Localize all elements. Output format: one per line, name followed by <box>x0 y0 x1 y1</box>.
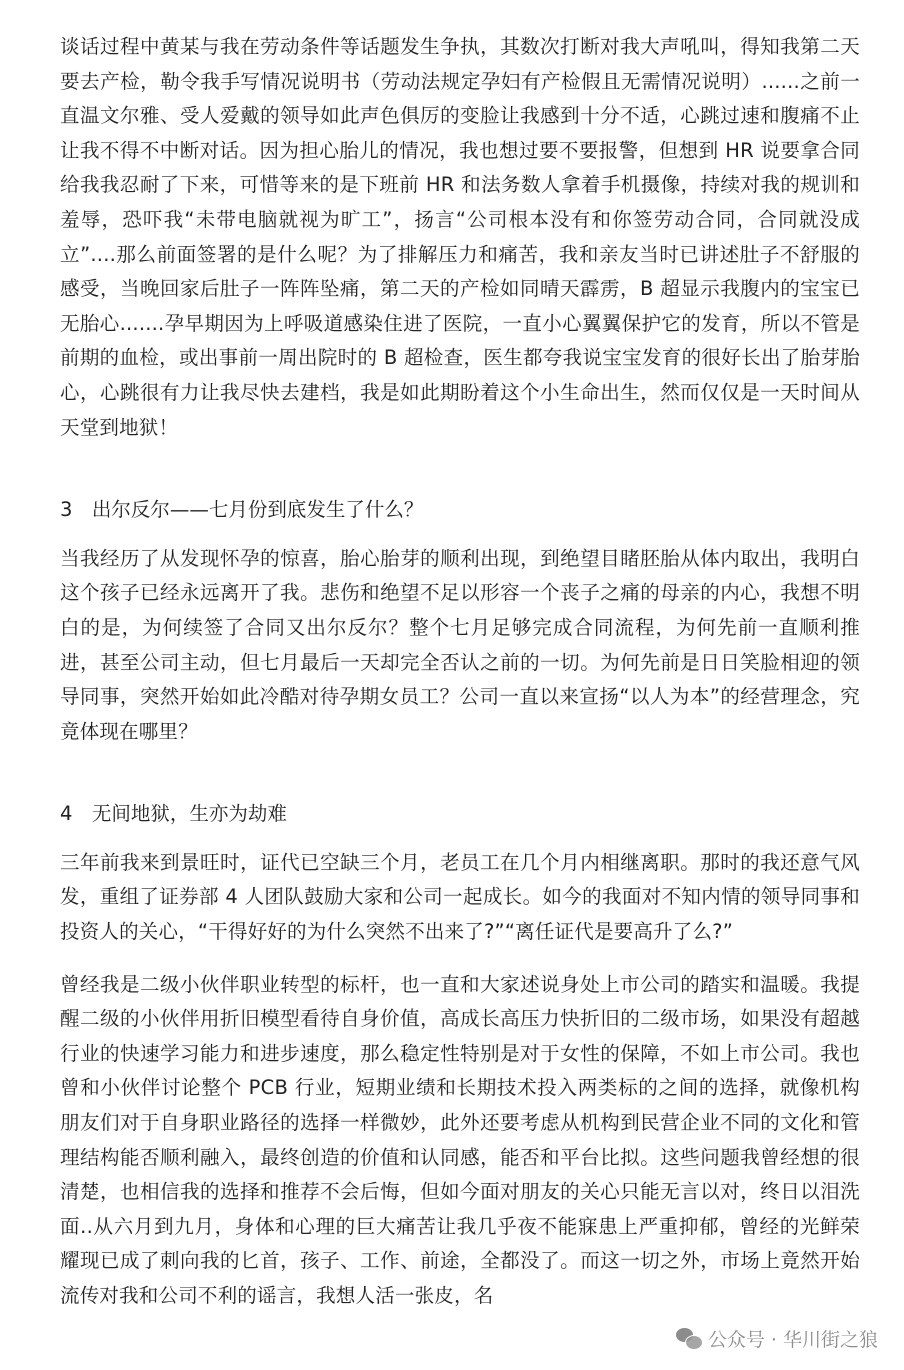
spacer <box>60 749 860 797</box>
paragraph-career-reflection: 曾经我是二级小伙伴职业转型的标杆，也一直和大家述说身处上市公司的踏实和温暖。我提醒二级的小伙伴用折旧模型看待自身价值，高成长高压力快折旧的二级市场，如果没有超越行业的快速学习能力和进步速度，那么稳定性特别是对于女性的保障，不如上市公司。我也曾和小伙伴讨论整个 PCB 行业，短期业绩和长期技术投入两类标的之间的选择，就像机构朋友们对于自身职业路径的选择一样微妙，此外还要考虑从机构到民营企业不同的文化和管理结构能否顺利融入，最终创造的价值和认同感，能否和平台比拟。这些问题我曾经想的很清楚，也相信我的选择和推荐不会后悔，但如今面对朋友的关心只能无言以对，终日以泪洗面..从六月到九月，身体和心理的巨大痛苦让我几乎夜不能寐患上严重抑郁，曾经的光鲜荣耀现已成了刺向我的匕首，孩子、工作、前途，全都没了。而这一切之外，市场上竟然开始流传对我和公司不利的谣言，我想人活一张皮，名 <box>60 972 860 1307</box>
paragraph-july-events: 当我经历了从发现怀孕的惊喜，胎心胎芽的顺利出现，到绝望目睹胚胎从体内取出，我明白这个孩子已经永远离开了我。悲伤和绝望不足以形容一个丧子之痛的母亲的内心，我想不明白的是，为何续签了合同又出尔反尔？整个七月足够完成合同流程，为何先前一直顺利推进，甚至公司主动，但七月最后一天却完全否认之前的一切。为何先前是日日笑脸相迎的领导同事，突然开始如此冷酷对待孕期女员工？公司一直以来宣扬“以人为本”的经营理念，究竟体现在哪里？ <box>60 546 860 743</box>
paragraph-conversation-dispute: 谈话过程中黄某与我在劳动条件等话题发生争执，其数次打断对我大声吼叫，得知我第二天要去产检，勒令我手写情况说明书（劳动法规定孕妇有产检假且无需情况说明）......之前一直温文尔雅、受人爱戴的领导如此声色俱厉的变脸让我感到十分不适，心跳过速和腹痛不止让我不得不中断对话。因为担心胎儿的情况，我也想过要不要报警，但想到 HR 说要拿合同给我我忍耐了下来，可惜等来的是下班前 HR 和法务数人拿着手机摄像，持续对我的规训和羞辱，恐吓我“未带电脑就视为旷工”，扬言“公司根本没有和你签劳动合同，合同就没成立”....那么前面签署的是什么呢？为了排解压力和痛苦，我和亲友当时已讲述肚子不舒服的感受，当晚回家后肚子一阵阵坠痛，第二天的产检如同晴天霹雳，B 超显示我腹内的宝宝已无胎心.......孕早期因为上呼吸道感染住进了医院，一直小心翼翼保护它的发育，所以不管是前期的血检，或出事前一周出院时的 B 超检查，医生都夸我说宝宝发育的很好长出了胎芽胎心，心跳很有力让我尽快去建档，我是如此期盼着这个小生命出生，然而仅仅是一天时间从天堂到地狱！ <box>60 35 860 439</box>
article-body <box>60 30 860 1314</box>
spacer <box>60 528 860 542</box>
spacer <box>60 445 860 493</box>
paragraph-three-years-ago: 三年前我来到景旺时，证代已空缺三个月，老员工在几个月内相继离职。那时的我还意气风发，重组了证券部 4 人团队鼓励大家和公司一起成长。如今的我面对不知内情的领导同事和投资人的关心，“干得好好的为什么突然不出来了?”“离任证代是要高升了么?” <box>60 850 860 944</box>
watermark-text: 公众号 · 华川街之狼 <box>707 1329 878 1351</box>
section-heading-4: 4 无间地狱，生亦为劫难 <box>60 802 287 826</box>
spacer <box>60 950 860 968</box>
wechat-icon <box>676 1328 702 1350</box>
wechat-watermark <box>672 1323 882 1354</box>
section-heading-3: 3 出尔反尔——七月份到底发生了什么？ <box>60 498 424 522</box>
spacer <box>60 832 860 846</box>
